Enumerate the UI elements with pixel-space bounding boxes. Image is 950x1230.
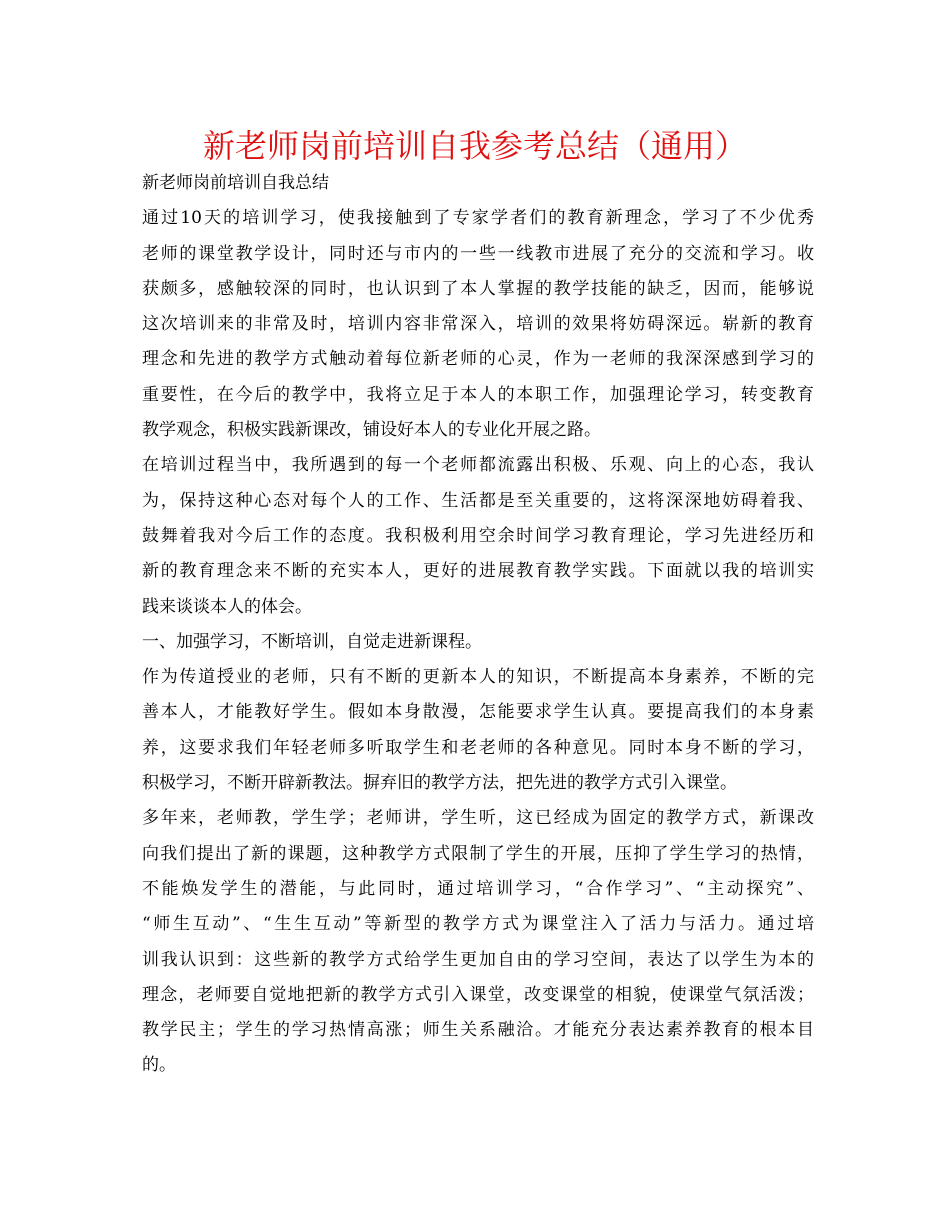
paragraph-line: 的。 bbox=[142, 1055, 176, 1076]
paragraph-line: 教学观念，积极实践新课改，铺设好本人的专业化开展之路。 bbox=[142, 420, 601, 441]
paragraph-line: 为，保持这种心态对每个人的工作、生活都是至关重要的，这将深深地妨碍着我、 bbox=[142, 490, 814, 511]
document-title: 新老师岗前培训自我参考总结（通用） bbox=[202, 127, 747, 165]
paragraph-line: 在培训过程当中，我所遇到的每一个老师都流露出积极、乐观、向上的心态，我认 bbox=[142, 455, 814, 476]
paragraph-line: 积极学习，不断开辟新教法。摒弃旧的教学方法，把先进的教学方式引入课堂。 bbox=[142, 773, 737, 794]
paragraph-line: 通过10天的培训学习，使我接触到了专家学者们的教育新理念，学习了不少优秀 bbox=[142, 208, 814, 229]
paragraph-line: 善本人，才能教好学生。假如本身散漫，怎能要求学生认真。要提高我们的本身素 bbox=[142, 702, 814, 723]
subtitle-line: 新老师岗前培训自我总结 bbox=[142, 173, 329, 193]
paragraph-line: 重要性，在今后的教学中，我将立足于本人的本职工作，加强理论学习，转变教育 bbox=[142, 384, 814, 405]
paragraph-line: “师生互动”、“生生互动”等新型的教学方式为课堂注入了活力与活力。通过培 bbox=[142, 914, 814, 935]
paragraph-line: 多年来，老师教，学生学；老师讲，学生听，这已经成为固定的教学方式，新课改 bbox=[142, 808, 814, 829]
paragraph-line: 理念和先进的教学方式触动着每位新老师的心灵，作为一老师的我深深感到学习的 bbox=[142, 349, 814, 370]
paragraph-line: 鼓舞着我对今后工作的态度。我积极利用空余时间学习教育理论，学习先进经历和 bbox=[142, 525, 814, 546]
section-heading: 一、加强学习，不断培训，自觉走进新课程。 bbox=[142, 631, 482, 652]
paragraph-line: 理念，老师要自觉地把新的教学方式引入课堂，改变课堂的相貌，使课堂气氛活泼； bbox=[142, 984, 814, 1005]
paragraph-line: 作为传道授业的老师，只有不断的更新本人的知识，不断提高本身素养，不断的完 bbox=[142, 667, 814, 688]
paragraph-line: 不能焕发学生的潜能，与此同时，通过培训学习，“合作学习”、“主动探究”、 bbox=[142, 878, 814, 899]
paragraph-line: 养，这要求我们年轻老师多听取学生和老老师的各种意见。同时本身不断的学习， bbox=[142, 737, 814, 758]
paragraph-line: 这次培训来的非常及时，培训内容非常深入，培训的效果将妨碍深远。崭新的教育 bbox=[142, 314, 814, 335]
paragraph-line: 老师的课堂教学设计，同时还与市内的一些一线教市进展了充分的交流和学习。收 bbox=[142, 243, 814, 264]
paragraph-line: 践来谈谈本人的体会。 bbox=[142, 596, 312, 617]
paragraph-line: 新的教育理念来不断的充实本人，更好的进展教育教学实践。下面就以我的培训实 bbox=[142, 561, 814, 582]
paragraph-line: 教学民主；学生的学习热情高涨；师生关系融洽。才能充分表达素养教育的根本目 bbox=[142, 1020, 814, 1041]
paragraph-line: 向我们提出了新的课题，这种教学方式限制了学生的开展，压抑了学生学习的热情， bbox=[142, 843, 814, 864]
paragraph-line: 获颇多，感触较深的同时，也认识到了本人掌握的教学技能的缺乏，因而，能够说 bbox=[142, 278, 814, 299]
paragraph-line: 训我认识到：这些新的教学方式给学生更加自由的学习空间，表达了以学生为本的 bbox=[142, 949, 814, 970]
document-body bbox=[142, 166, 814, 1084]
